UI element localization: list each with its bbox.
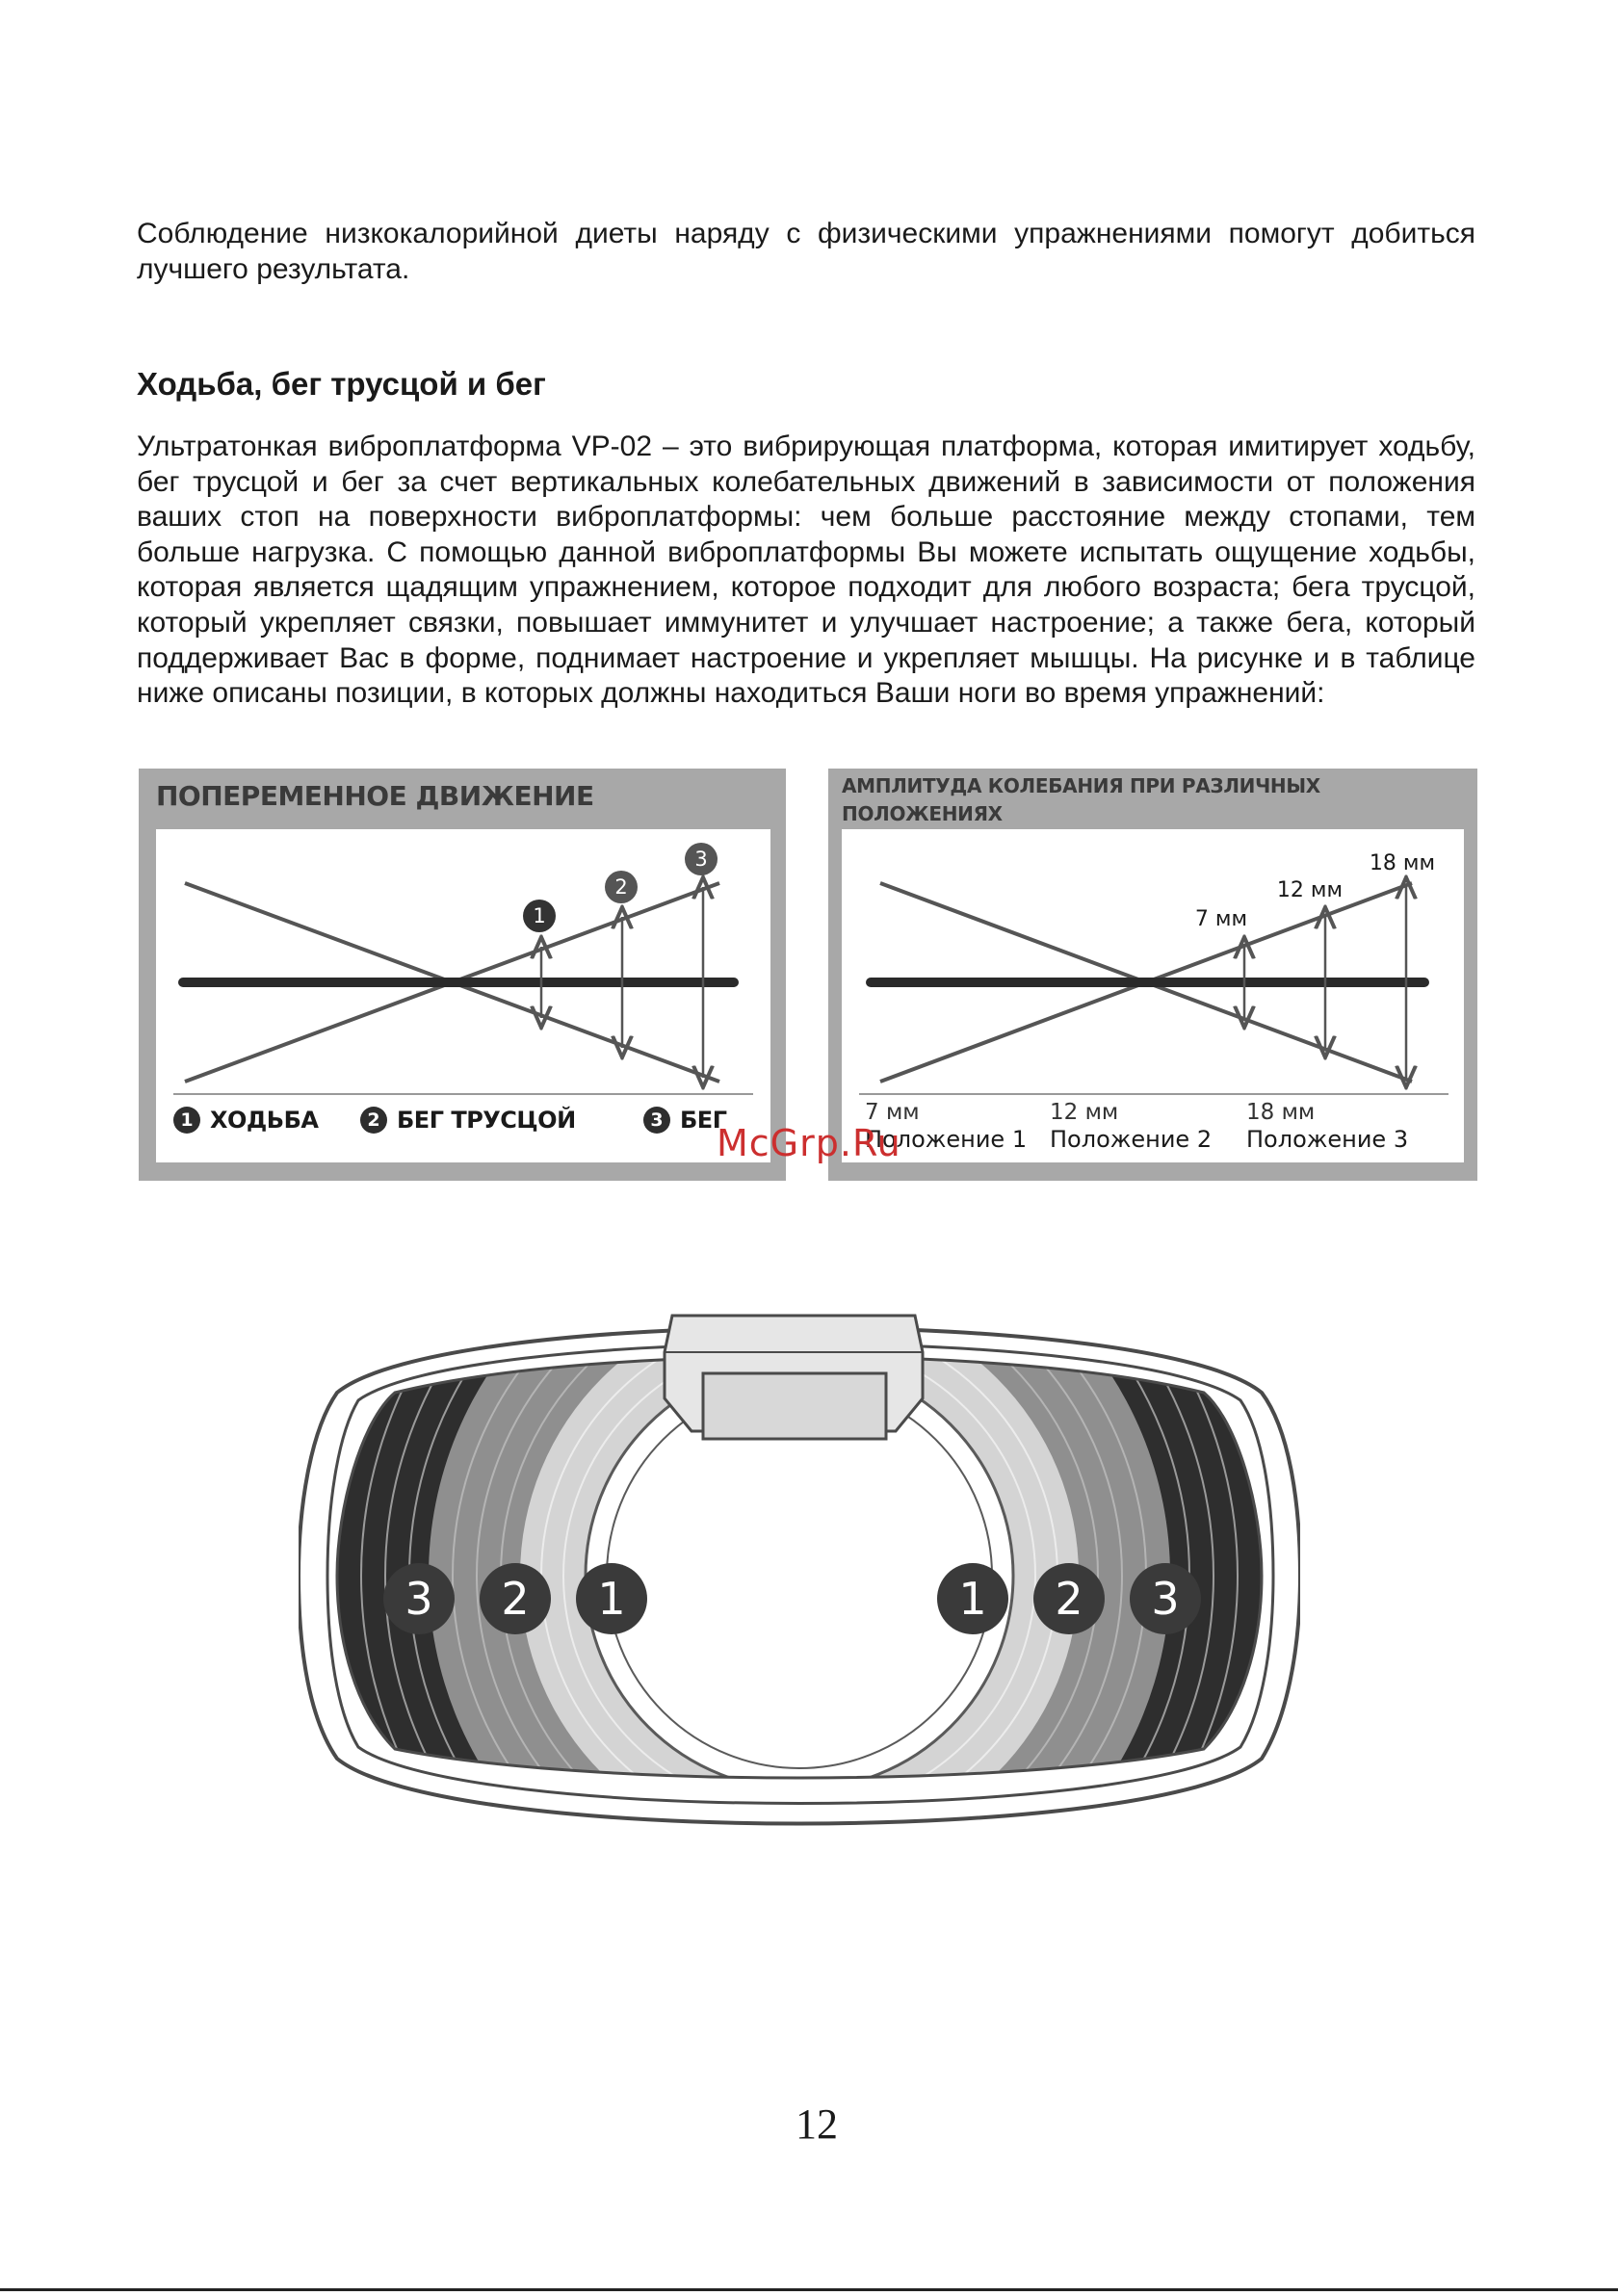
legend-walking-badge: 1 — [173, 1107, 200, 1134]
legend-walking-label: ХОДЬБА — [210, 1107, 319, 1134]
platform-marker-left-1-text: 1 — [597, 1573, 626, 1625]
alternating-motion-diagram — [156, 829, 770, 1162]
legend-running — [643, 1107, 726, 1134]
legend-running-label: БЕГ — [680, 1107, 727, 1134]
marker-2-text: 2 — [614, 875, 628, 899]
alternating-motion-panel — [139, 769, 786, 1181]
position-3-name: Положение 3 — [1246, 1126, 1409, 1153]
intro-paragraph: Соблюдение низкокалорийной диеты наряду с физическими упражнениями помогут добиться лучшего результата. — [137, 218, 1475, 285]
watermark: McGrp.Ru — [717, 1122, 901, 1164]
position-1-amplitude: 7 мм — [865, 1100, 920, 1125]
bottom-rule — [0, 2288, 1618, 2291]
position-3 — [1246, 1099, 1408, 1153]
amplitude-panel — [828, 769, 1477, 1181]
legend-walking — [173, 1107, 318, 1134]
display-screen — [703, 1373, 886, 1439]
platform-top-view — [299, 1287, 1300, 1884]
position-3-amplitude: 18 мм — [1246, 1100, 1316, 1125]
section-heading: Ходьба, бег трусцой и бег — [137, 366, 546, 402]
position-2 — [1050, 1099, 1212, 1153]
marker-1-text: 1 — [533, 904, 546, 927]
position-2-amplitude: 12 мм — [1050, 1100, 1119, 1125]
platform-marker-left-3-text: 3 — [404, 1573, 433, 1625]
page-number: 12 — [796, 2100, 838, 2148]
position-2-name: Положение 2 — [1050, 1126, 1213, 1153]
amplitude-label-12mm: 12 мм — [1276, 878, 1344, 902]
platform-marker-left-2-text: 2 — [501, 1573, 530, 1625]
alternating-motion-title: ПОПЕРЕМЕННОЕ ДВИЖЕНИЕ — [156, 780, 594, 812]
legend-jogging-label: БЕГ ТРУСЦОЙ — [397, 1107, 576, 1134]
platform-marker-right-1-text: 1 — [958, 1573, 987, 1625]
amplitude-label-18mm: 18 мм — [1369, 851, 1436, 875]
body-paragraph: Ультратонкая виброплатформа VP-02 – это вибрирующая платформа, которая имитирует ходьбу, бег трусцой и бег за счет вертикальных колебательных движений в зависимости от положения ваших стоп на поверхности виброплатформы: чем больше расстояние между стопами, тем больше нагрузка. С помощью данной виброплатформы Вы можете испытать ощущение ходьбы, которая является щадящим упражнением, которое подходит для любого возраста; бега трусцой, который укрепляет связки, повышает иммунитет и улучшает настроение; а также бега, который поддерживает Вас в форме, поднимает настроение и укрепляет мышцы. На рисунке и в таблице ниже описаны позиции, в которых должны находиться Ваши ноги во время упражнений: — [137, 430, 1475, 710]
platform-marker-right-3-text: 3 — [1151, 1573, 1180, 1625]
amplitude-diagram — [842, 829, 1464, 1162]
legend-running-badge: 3 — [643, 1107, 670, 1134]
position-1-name: Положение 1 — [865, 1126, 1028, 1153]
amplitude-title-line1: АМПЛИТУДА КОЛЕБАНИЯ ПРИ РАЗЛИЧНЫХ ПОЛОЖЕНИЯХ — [842, 774, 1320, 825]
legend-jogging-badge: 2 — [360, 1107, 387, 1134]
platform-marker-right-2-text: 2 — [1055, 1573, 1083, 1625]
marker-3-text: 3 — [694, 848, 708, 871]
amplitude-label-7mm: 7 мм — [1194, 907, 1248, 931]
legend-jogging — [360, 1107, 576, 1134]
